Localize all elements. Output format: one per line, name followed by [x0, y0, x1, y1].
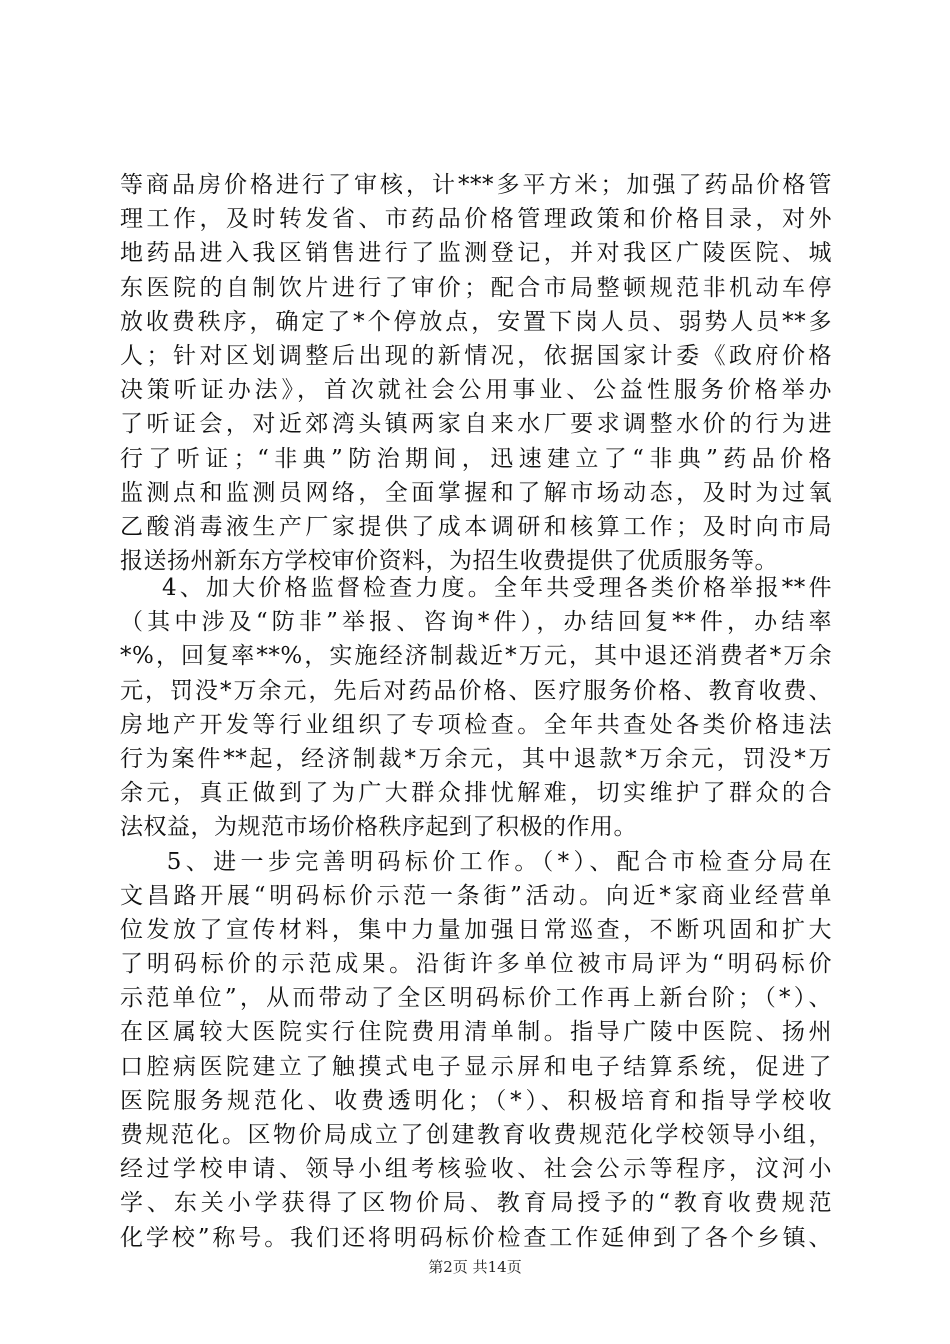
text-line: 法权益，为规范市场价格秩序起到了积极的作用。 [120, 814, 637, 841]
text-line: 等商品房价格进行了审核，计***多平方米；加强了药品价格管 [120, 172, 832, 198]
page-footer [0, 1257, 950, 1277]
text-line: 乙酸消毒液生产厂家提供了成本调研和核算工作；及时向市局 [120, 513, 832, 540]
text-line: （其中涉及“防非”举报、咨询*件），办结回复**件，办结率 [120, 609, 832, 636]
text-line: 地药品进入我区销售进行了监测登记，并对我区广陵医院、城 [120, 240, 832, 267]
text-line: 东医院的自制饮片进行了审价；配合市局整顿规范非机动车停 [120, 274, 832, 301]
text-line: 理工作，及时转发省、市药品价格管理政策和价格目录，对外 [120, 206, 832, 233]
text-line: 在区属较大医院实行住院费用清单制。指导广陵中医院、扬州 [120, 1019, 832, 1046]
text-line: 房地产开发等行业组织了专项检查。全年共查处各类价格违法 [120, 711, 832, 738]
text-line: 口腔病医院建立了触摸式电子显示屏和电子结算系统，促进了 [120, 1053, 832, 1080]
text-line: 费规范化。区物价局成立了创建教育收费规范化学校领导小组， [120, 1122, 832, 1148]
text-line: 了明码标价的示范成果。沿街许多单位被市局评为“明码标价 [120, 951, 832, 978]
text-line: 放收费秩序，确定了*个停放点，安置下岗人员、弱势人员**多 [120, 308, 832, 335]
page-number: 第2页 共14页 [428, 1258, 522, 1276]
text-line: 示范单位”，从而带动了全区明码标价工作再上新台阶；（*）、 [120, 985, 832, 1012]
text-line: 监测点和监测员网络，全面掌握和了解市场动态，及时为过氧 [120, 479, 832, 506]
text-line: 了听证会，对近郊湾头镇两家自来水厂要求调整水价的行为进 [120, 411, 832, 438]
text-line: 经过学校申请、领导小组考核验收、社会公示等程序，汶河小 [120, 1156, 832, 1183]
text-line: *%，回复率**%，实施经济制裁近*万元，其中退还消费者*万余 [120, 643, 832, 670]
text-line: 行了听证；“非典”防治期间，迅速建立了“非典”药品价格 [120, 445, 832, 472]
text-line: 位发放了宣传材料，集中力量加强日常巡查，不断巩固和扩大 [120, 916, 832, 943]
text-line: 文昌路开展“明码标价示范一条街”活动。向近*家商业经营单 [120, 882, 832, 909]
text-line: 决策听证办法》，首次就社会公用事业、公益性服务价格举办 [120, 377, 832, 404]
text-line: 化学校”称号。我们还将明码标价检查工作延伸到了各个乡镇、 [120, 1224, 832, 1251]
paragraph-4-and-5 [120, 571, 832, 1255]
text-line: 医院服务规范化、收费透明化；（*）、积极培育和指导学校收 [120, 1087, 832, 1114]
text-line: 4、加大价格监督检查力度。全年共受理各类价格举报**件 [120, 575, 832, 601]
text-line: 元，罚没*万余元，先后对药品价格、医疗服务价格、教育收费、 [120, 677, 832, 704]
text-line: 报送扬州新东方学校审价资料，为招生收费提供了优质服务等。 [120, 548, 778, 575]
text-line: 学、东关小学获得了区物价局、教育局授予的“教育收费规范 [120, 1190, 832, 1217]
paragraph-continuation [120, 168, 832, 578]
text-line: 人；针对区划调整后出现的新情况，依据国家计委《政府价格 [120, 342, 832, 369]
text-line: 5、进一步完善明码标价工作。（*）、配合市检查分局在 [120, 848, 832, 875]
text-line: 行为案件**起，经济制裁*万余元，其中退款*万余元，罚没*万 [120, 745, 832, 772]
text-line: 余元，真正做到了为广大群众排忧解难，切实维护了群众的合 [120, 780, 832, 807]
